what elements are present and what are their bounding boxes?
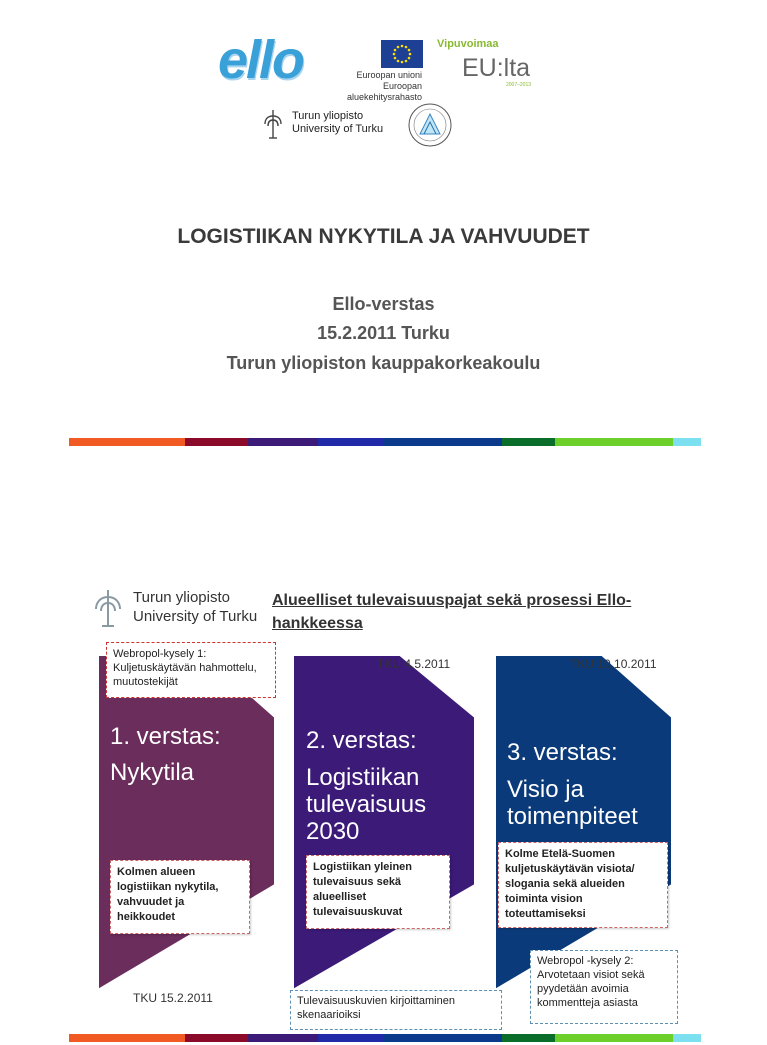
survey-1-note: Webropol-kysely 1: Kuljetuskäytävän hahmottelu, muutostekijät	[106, 642, 276, 698]
eulta-label: EU:lta	[462, 54, 531, 82]
workshop-2-note: Logistiikan yleinen tulevaisuus sekä alueelliset tulevaisuuskuvat	[306, 855, 450, 929]
ello-logo: ello	[218, 30, 304, 90]
slide-title: Alueelliset tulevaisuuspajat sekä prosessi Ello-hankkeessa	[272, 592, 632, 632]
stripe-segment	[69, 1034, 185, 1042]
tulevaisuuden-tutkimuskeskus-logo-icon	[398, 102, 462, 148]
workshop-2-number: 2. verstas:	[306, 727, 417, 754]
workshop-3-number: 3. verstas:	[507, 739, 618, 766]
eu-flag-icon	[381, 40, 423, 68]
university-name-slide	[133, 588, 257, 626]
stripe-segment	[502, 1034, 555, 1042]
stripe-segment	[318, 438, 383, 446]
stripe-segment	[383, 438, 502, 446]
page-title: LOGISTIIKAN NYKYTILA JA VAHVUUDET	[177, 225, 590, 248]
color-stripe-bottom	[69, 1034, 701, 1042]
university-name	[292, 110, 383, 136]
workshop-1-date: TKU 15.2.2011	[133, 991, 213, 1005]
eu-line-2: Euroopan aluekehitysrahasto	[346, 81, 422, 102]
stripe-segment	[248, 438, 318, 446]
workshop-1-shape	[95, 655, 280, 995]
eu-line-1: Euroopan unioni	[356, 70, 422, 80]
workshop-2-topic: Logistiikan tulevaisuus 2030	[306, 764, 427, 845]
eu-text	[318, 70, 422, 103]
workshop-2-date: TKU 4.5.2011	[377, 657, 451, 671]
stripe-segment	[673, 438, 701, 446]
stripe-segment	[502, 438, 555, 446]
workshop-1-topic: Nykytila	[110, 759, 195, 786]
workshop-3-note: Kolme Etelä-Suomen kuljetuskäytävän visiota/ slogania sekä alueiden toiminta vision toteuttamiseksi	[498, 842, 668, 928]
subtitle-event: Ello-verstas	[332, 294, 435, 314]
color-stripe-top	[69, 438, 701, 446]
workshop-1-note: Kolmen alueen logistiikan nykytila, vahvuudet ja heikkoudet	[110, 860, 250, 934]
workshop-3-date: TKU 10.10.2011	[570, 657, 657, 671]
stripe-segment	[185, 1034, 248, 1042]
stripe-segment	[383, 1034, 502, 1042]
survey-2-note: Webropol -kysely 2: Arvotetaan visiot sekä pyydetään avoimia kommentteja asiasta	[530, 950, 678, 1024]
vipuvoimaa-years: 2007–2013	[506, 82, 532, 88]
university-emblem-icon	[91, 588, 125, 628]
workshop-3-label	[507, 739, 657, 830]
university-emblem-icon	[261, 108, 285, 140]
workshop-3-topic: Visio ja toimenpiteet	[507, 776, 638, 830]
stripe-segment	[555, 1034, 673, 1042]
subtitle-venue: Turun yliopiston kauppakorkeakoulu	[226, 353, 541, 373]
stripe-segment	[318, 1034, 383, 1042]
university-name-fi: Turun yliopisto	[292, 110, 364, 122]
scenario-note: Tulevaisuuskuvien kirjoittaminen skenaarioiksi	[290, 990, 502, 1030]
university-name-en: University of Turku	[133, 608, 258, 625]
workshop-1-number: 1. verstas:	[110, 723, 221, 750]
workshop-1-label	[110, 723, 221, 786]
subtitle-date: 15.2.2011 Turku	[317, 323, 450, 343]
university-name-fi: Turun yliopisto	[133, 589, 230, 606]
stripe-segment	[185, 438, 248, 446]
stripe-segment	[248, 1034, 318, 1042]
university-name-en: University of Turku	[292, 123, 384, 135]
stripe-segment	[555, 438, 673, 446]
vipuvoimaa-label: Vipuvoimaa	[437, 38, 499, 50]
workshop-2-label	[306, 727, 456, 845]
stripe-segment	[69, 438, 185, 446]
stripe-segment	[673, 1034, 701, 1042]
